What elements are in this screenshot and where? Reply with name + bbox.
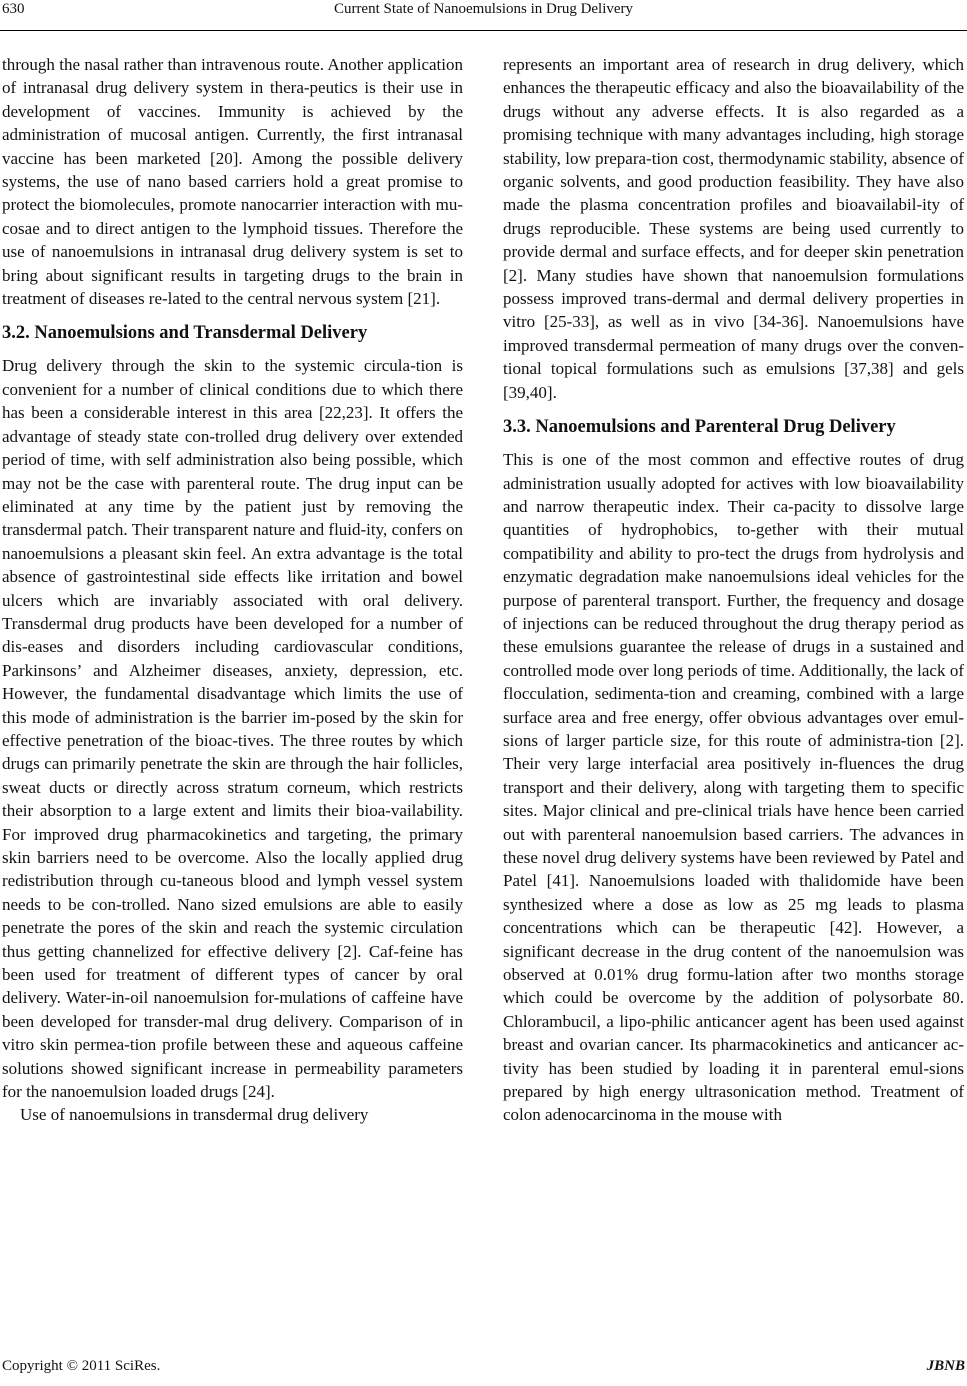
body-paragraph: Use of nanoemulsions in transdermal drug delivery: [20, 1105, 369, 1125]
copyright-notice: Copyright © 2011 SciRes.: [2, 1358, 161, 1374]
page-header: [0, 0, 967, 31]
body-paragraph: Drug delivery through the skin to the systemic circula-tion is convenient for a number of clinical conditions due to which there has been a considerable interest in this area [22,23]. It offers the advantage of steady state con-trolled drug delivery over extended period of time, with self administration also being possible, which may not be the case with parenteral route. The drug input can be eliminated at any time by the patient just by removing the transdermal patch. Their transparent nature and fluid-ity, confers on nanoemulsions a pleasant skin feel. An extra advantage is the total absence of gastrointestinal side effects like irritation and bowel ulcers which are invariably associated with oral delivery. Transdermal drug products have been developed for a number of dis-eases and disorders including cardiovascular conditions, Parkinsons’ and Alzheimer diseases, anxiety, depression, etc. However, the fundamental disadvantage which limits the use of this mode of administration is the barrier im-posed by the skin for effective penetration of the bioac-tives. The three routes by which drugs can primarily penetrate the skin are through the hair follicles, sweat ducts or directly across stratum corneum, which restricts their absorption to a large extent and limits their bioa-vailability. For improved drug pharmacokinetics and targeting, the primary skin barriers need to be overcome. Also the locally applied drug redistribution through cu-taneous blood and lymph vessel system needs to be con-trolled. Nano sized emulsions are able to easily penetrate the pores of the skin and reach the systemic circulation thus getting channelized for effective delivery [2]. Caf-feine has been used for treatment of different types of cancer by oral delivery. Water-in-oil nanoemulsion for-mulations of caffeine have been developed for transder-mal drug delivery. Comparison of in vitro skin permea-tion profile between these and aqueous caffeine solutions showed significant increase in permeability parameters for the nanoemulsion loaded drugs [24].: [2, 356, 463, 1102]
running-title: Current State of Nanoemulsions in Drug Delivery: [333, 1, 634, 17]
left-column: [2, 53, 463, 1127]
section-heading-3-2: 3.2. Nanoemulsions and Transdermal Delivery: [2, 323, 368, 344]
body-paragraph: through the nasal rather than intravenous route. Another application of intranasal drug delivery system in thera-peutics is their use in development of vaccines. Immunity is achieved by the administration of mucosal antigen. Currently, the first intranasal vaccine has been marketed [20]. Among the possible delivery systems, the use of nano based carriers hold a great promise to protect the biomolecules, promote nanocarrier interaction with mu-cosae and to direct antigen to the lymphoid tissues. Therefore the use of nanoemulsions in intranasal drug delivery system is set to bring about significant results in targeting drugs to the brain in treatment of diseases re-lated to the central nervous system [21].: [2, 55, 463, 309]
page-footer: [0, 1358, 967, 1382]
page-number: 630: [2, 1, 25, 17]
body-paragraph: represents an important area of research in drug delivery, which enhances the therapeutic efficacy and also the bioavailability of the drugs without any adverse effects. It is also regarded as a promising technique with many advantages including, high storage stability, low prepara-tion cost, thermodynamic stability, absence of organic solvents, and good production feasibility. They have also made the plasma concentration profiles and bioavailabil-ity of drugs reproducible. These systems are being used currently to provide dermal and surface effects, and for deeper skin penetration [2]. Many studies have shown that nanoemulsion formulations possess improved trans-dermal and dermal delivery properties in vitro [25-33], as well as in vivo [34-36]. Nanoemulsions have improved transdermal permeation of many drugs over the conven-tional topical formulations such as emulsions [37,38] and gels [39,40].: [503, 55, 964, 402]
section-heading-3-3: 3.3. Nanoemulsions and Parenteral Drug Delivery: [503, 417, 896, 438]
right-column: [503, 53, 964, 1127]
body-paragraph: This is one of the most common and effective routes of drug administration usually adopted for actives with low bioavailability and narrow therapeutic index. Their ca-pacity to dissolve large quantities of hydrophobics, to-gether with their mutual compatibility and ability to pro-tect the drugs from hydrolysis and enzymatic degradation make nanoemulsions ideal vehicles for the purpose of parenteral transport. Further, the frequency and dosage of injections can be reduced throughout the drug therapy period as these emulsions guarantee the release of drugs in a sustained and controlled mode over long periods of time. Additionally, the lack of flocculation, sedimenta-tion and creaming, combined with a large surface area and free energy, offer obvious advantages over emul-sions of larger particle size, for this route of administra-tion [2]. Their very large interfacial area positively in-fluences the drug transport and their delivery, along with targeting them to specific sites. Major clinical and pre-clinical trials have hence been carried out with parenteral nanoemulsion based carriers. The advances in these novel drug delivery systems have been reviewed by Patel and Patel [41]. Nanoemulsions loaded with thalidomide have been synthesized where a dose as low as 25 mg leads to plasma concentrations which can be therapeutic [42]. However, a significant decrease in the drug content of the nanoemulsion was observed at 0.01% drug formu-lation after two months storage which could be overcome by the addition of polysorbate 80. Chlorambucil, a lipo-philic anticancer agent has been used against breast and ovarian cancer. Its pharmacokinetics and anticancer ac-tivity has been studied by loading it in parenteral emul-sions prepared by high energy ultrasonication method. Treatment of colon adenocarcinoma in the mouse with: [503, 450, 964, 1125]
journal-abbreviation: JBNB: [926, 1358, 965, 1374]
